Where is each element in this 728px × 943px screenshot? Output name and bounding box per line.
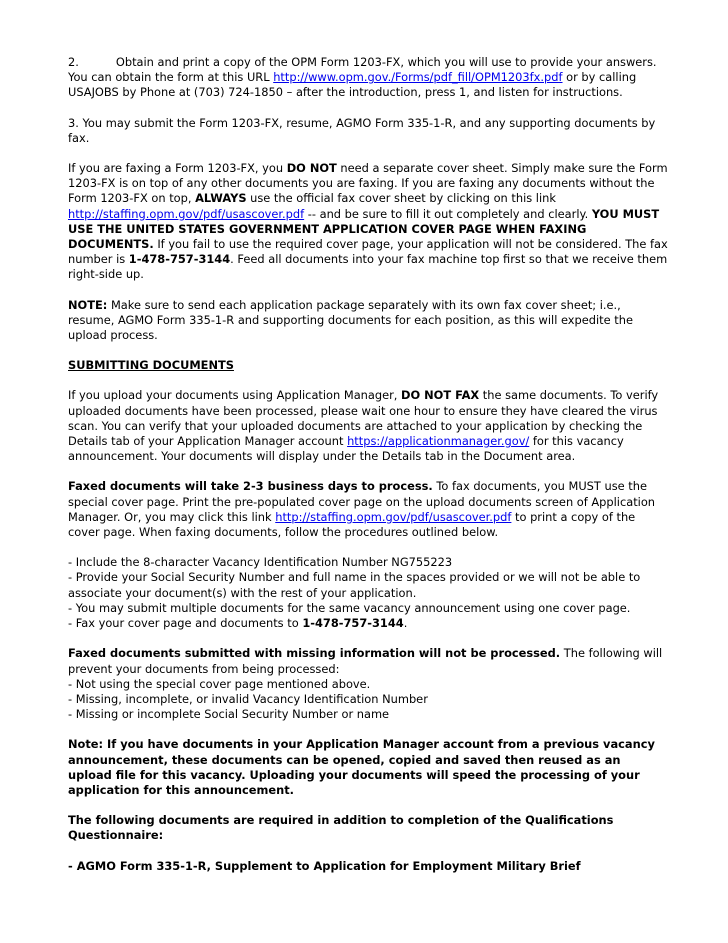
step-2-text: Obtain and print a copy of the OPM Form 1203-FX, which you will use to provide your answers. You can obtain the form at this URL [68,55,657,85]
missing-info-paragraph [68,646,668,722]
opm-form-link[interactable]: http://www.opm.gov./Forms/pdf_fill/OPM1203fx.pdf [273,70,563,85]
fax-must-use-cover: YOU MUST USE THE UNITED STATES GOVERNMENT APPLICATION COVER PAGE WHEN FAXING DOCUMENTS. [68,206,660,252]
upload-paragraph [68,388,668,464]
fax-always: ALWAYS [195,191,247,206]
procedures-list [68,555,668,631]
agmo-form-item [68,859,668,874]
missing-intro [68,646,662,675]
upload-do-not-fax: DO NOT FAX [401,388,480,403]
fax-do-not: DO NOT [286,161,337,176]
faxed-processing-bold: Faxed documents will take 2-3 business days to process. [68,479,433,494]
fax-item-text: - Fax your cover page and documents to [68,616,303,631]
step-2-paragraph [68,55,668,101]
list-item: - You may submit multiple documents for the same vacancy announcement using one cover page. [68,600,631,615]
list-item: - Missing or incomplete Social Security Number or name [68,707,390,722]
list-item: - Not using the special cover page mentioned above. [68,676,371,691]
faxed-text-1: To fax documents, you MUST use the special cover page. Print the pre-populated cover page on the upload documents screen of Application Manager. Or, you may click this link [68,479,656,524]
required-docs-paragraph [68,813,668,843]
fax-text-4: -- and be sure to fill it out completely and clearly. [304,206,592,221]
list-item: - Missing, incomplete, or invalid Vacancy Identification Number [68,691,428,706]
fax-text-5: If you fail to use the required cover page, your application will not be considered. The fax number is [68,237,668,267]
reuse-note-text: Note: If you have documents in your Application Manager account from a previous vacancy announcement, these documents can be opened, copied and saved then reused as an upload file for this vacancy. Uploading your documents will speed the processing of your application for this announcement. [68,737,655,797]
fax-text-2: need a separate cover sheet. Simply make sure the Form 1203-FX is on top of any other documents you are faxing. If you are faxing any documents without the Form 1203-FX on top, [68,161,668,206]
fax-item-period: . [403,616,408,631]
note-paragraph [68,298,668,344]
upload-text-2: the same documents. To verify uploaded documents have been processed, please wait one hour to ensure they have cleared the virus scan. You can verify that your uploaded documents are attached to your application by checking the Details tab of your Application Manager account [68,388,659,449]
cover-page-link[interactable]: http://staffing.opm.gov/pdf/usascover.pdf [275,509,512,524]
fax-instructions-paragraph [68,161,668,283]
fax-item-number: 1-478-757-3144 [302,616,404,631]
step-2-number: 2. [68,55,79,69]
note-label: NOTE: [68,297,108,312]
list-item: - Include the 8-character Vacancy Identification Number NG755223 [68,555,453,570]
reuse-note-paragraph [68,737,668,798]
missing-text: The following will prevent your documents from being processed: [68,646,663,676]
upload-text-3: for this vacancy announcement. Your documents will display under the Details tab in the Document area. [68,434,624,464]
fax-text-1: If you are faxing a Form 1203-FX, you [68,161,287,176]
faxed-text-2: to print a copy of the cover page. When faxing documents, follow the procedures outlined below. [68,509,636,540]
step-2-text-continued: or by calling USAJOBS by Phone at (703) 724-1850 – after the introduction, press 1, and listen for instructions. [68,70,637,100]
cover-sheet-link[interactable]: http://staffing.opm.gov/pdf/usascover.pdf [68,206,305,221]
application-manager-link[interactable]: https://applicationmanager.gov/ [347,434,530,449]
required-docs-text: The following documents are required in addition to completion of the Qualifications Questionnaire: [68,813,614,843]
missing-bold: Faxed documents submitted with missing information will not be processed. [68,646,561,661]
fax-text-3: use the official fax cover sheet by clicking on this link [246,191,556,206]
list-item: - Provide your Social Security Number and full name in the spaces provided or we will not be able to associate your document(s) with the rest of your application. [68,570,641,600]
faxed-processing-paragraph [68,479,668,540]
fax-number: 1-478-757-3144 [128,252,231,267]
step-3-paragraph: 3. You may submit the Form 1203-FX, resume, AGMO Form 335-1-R, and any supporting documents by fax. [68,115,656,145]
fax-text-6: . Feed all documents into your fax machine top first so that we receive them right-side up. [68,252,668,282]
note-text: Make sure to send each application package separately with its own fax cover sheet; i.e., resume, AGMO Form 335-1-R and supporting documents for each position, as this will expedite the upload process. [68,297,633,343]
agmo-form-text: - AGMO Form 335-1-R, Supplement to Application for Employment Military Brief [68,858,581,873]
upload-text-1: If you upload your documents using Application Manager, [68,388,402,403]
submitting-heading: SUBMITTING DOCUMENTS [68,358,234,373]
list-item [68,616,668,631]
